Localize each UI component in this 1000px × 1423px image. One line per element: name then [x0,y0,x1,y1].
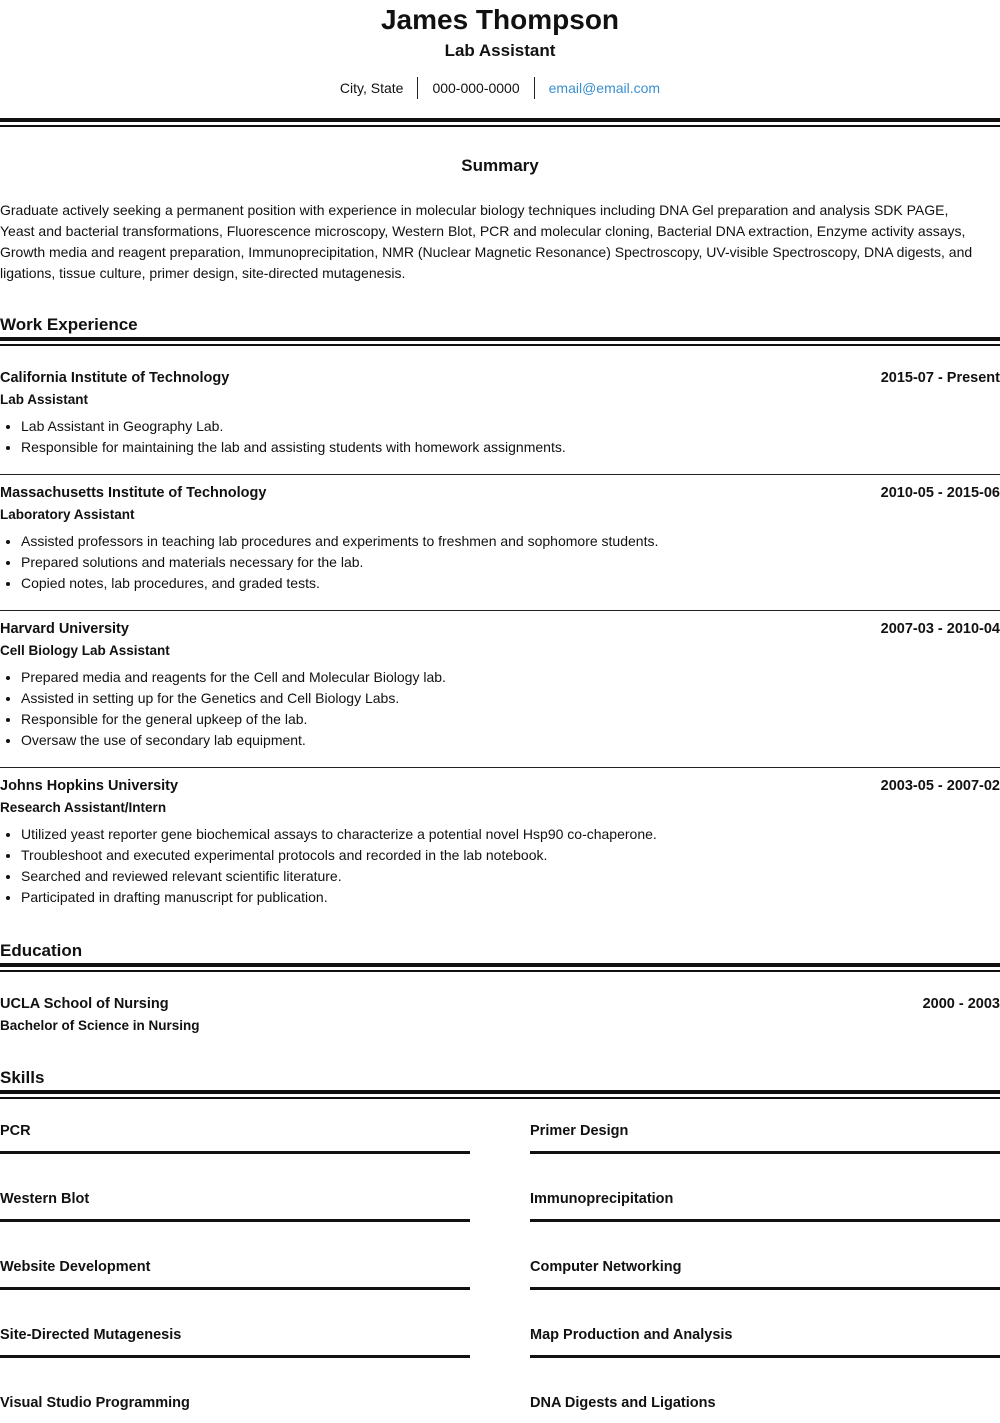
job-org: Johns Hopkins University [0,778,179,794]
section-divider [0,337,1000,346]
job-bullet: • Searched and reviewed relevant scientific literature. [21,866,657,887]
skill-item: Visual Studio Programming [0,1395,190,1411]
job-dates: 2015-07 - Present [880,370,1000,386]
header-divider [0,118,1000,127]
job-bullet: • Prepared solutions and materials necessary for the lab. [21,552,658,573]
job-org: Harvard University [0,621,129,637]
job-dates: 2007-03 - 2010-04 [880,621,1000,637]
section-divider [0,963,1000,972]
job-bullets [0,667,446,751]
job-org: Massachusetts Institute of Technology [0,485,267,501]
job-bullet: • Copied notes, lab procedures, and graded tests. [21,573,658,594]
section-divider [0,1090,1000,1099]
skills-heading: Skills [0,1068,45,1087]
skill-item: Western Blot [0,1189,470,1222]
job-divider [0,767,1000,768]
job-title: Cell Biology Lab Assistant [0,643,170,658]
education-heading: Education [0,941,83,960]
job-bullet: • Troubleshoot and executed experimental protocols and recorded in the lab notebook. [21,845,657,866]
education-dates: 2000 - 2003 [922,996,1000,1012]
candidate-role: Lab Assistant [444,41,556,60]
job-bullet: • Assisted in setting up for the Genetics and Cell Biology Labs. [21,688,446,709]
job-dates: 2010-05 - 2015-06 [880,485,1000,501]
job-divider [0,474,1000,475]
location: City, State [339,80,404,96]
job-title: Research Assistant/Intern [0,800,167,815]
job-bullet: • Oversaw the use of secondary lab equipment. [21,730,446,751]
job-bullet: • Responsible for the general upkeep of the lab. [21,709,446,730]
candidate-name: James Thompson [380,4,620,35]
job-org: California Institute of Technology [0,370,230,386]
contact-line [0,76,1000,100]
work-heading: Work Experience [0,315,138,334]
school-name: UCLA School of Nursing [0,996,169,1012]
job-bullet: • Participated in drafting manuscript for publication. [21,887,657,908]
job-bullets [0,824,657,908]
job-bullet: • Responsible for maintaining the lab and assisting students with homework assignments. [21,437,566,458]
skill-item: Computer Networking [530,1257,1000,1290]
skill-item: Site-Directed Mutagenesis [0,1325,470,1358]
degree: Bachelor of Science in Nursing [0,1018,200,1033]
job-title: Lab Assistant [0,392,89,407]
skill-item: Immunoprecipitation [530,1189,1000,1222]
skill-item: Primer Design [530,1121,1000,1154]
summary-text: Graduate actively seeking a permanent position with experience in molecular biology techniques including DNA Gel preparation and analysis SDK PAGE, Yeast and bacterial transformations, Fluorescence microscopy, Western Blot, PCR and molecular cloning, Bacterial DNA extraction, Enzyme activity assays, Growth media and reagent preparation, Immunoprecipitation, NMR (Nuclear Magnetic Resonance) Spectroscopy, UV-visible Spectroscopy, DNA digests, and ligations, tissue culture, primer design, site-directed mutagenesis. [0,202,973,281]
job-bullets [0,531,658,594]
job-divider [0,610,1000,611]
job-bullet: • Assisted professors in teaching lab procedures and experiments to freshmen and sophomore students. [21,531,658,552]
job-bullet: • Prepared media and reagents for the Cell and Molecular Biology lab. [21,667,446,688]
job-bullet: • Utilized yeast reporter gene biochemical assays to characterize a potential novel Hsp90 co-chaperone. [21,824,657,845]
job-title: Laboratory Assistant [0,507,135,522]
skill-item: Map Production and Analysis [530,1325,1000,1358]
job-dates: 2003-05 - 2007-02 [880,778,1000,794]
skill-item: PCR [0,1121,470,1154]
summary-heading: Summary [461,156,539,175]
phone: 000-000-0000 [432,80,520,96]
job-bullets [0,416,566,458]
skill-item: Website Development [0,1257,470,1290]
job-bullet: • Lab Assistant in Geography Lab. [21,416,566,437]
skill-item: DNA Digests and Ligations [530,1395,716,1411]
email-link[interactable]: email@email.com [548,80,661,96]
